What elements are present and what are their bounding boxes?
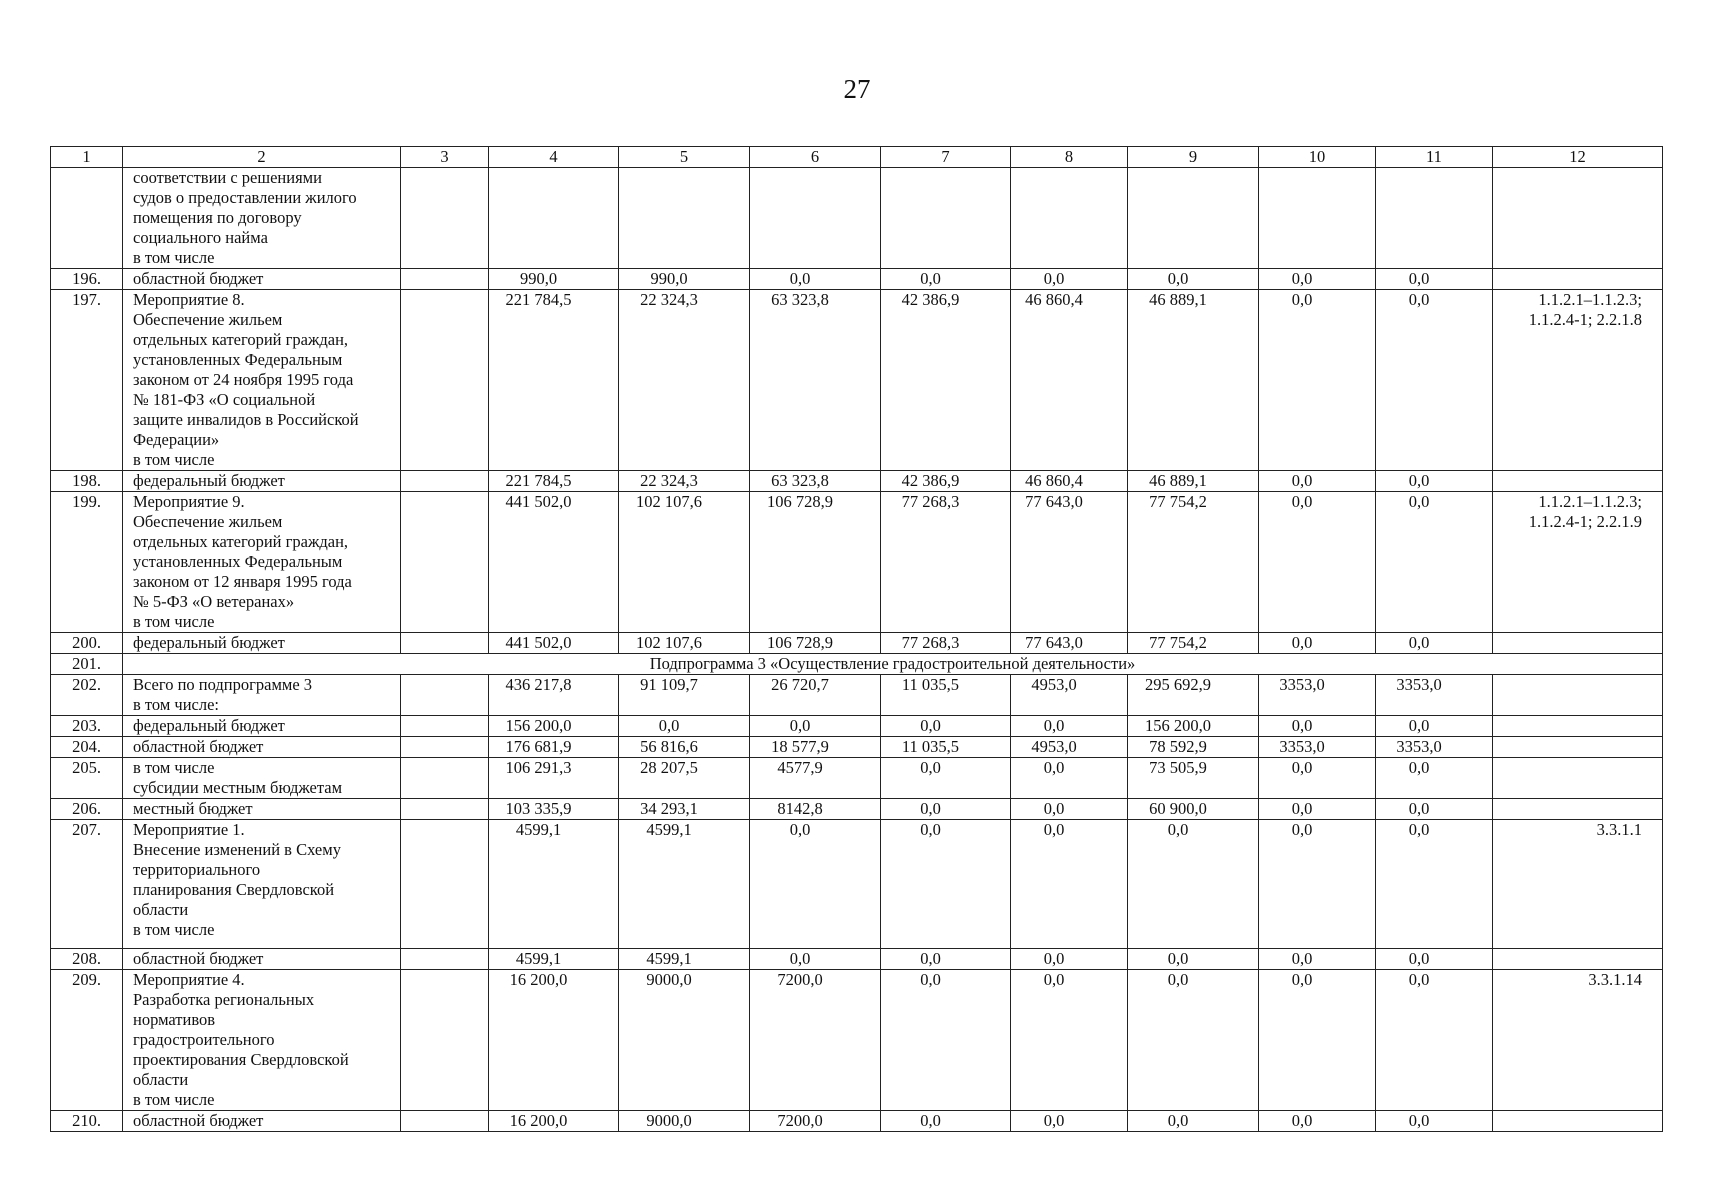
cell-col12 (1493, 949, 1663, 970)
cell-col5: 9000,0 (619, 1111, 750, 1132)
cell-col4: 990,0 (489, 269, 619, 290)
cell-col9: 0,0 (1128, 970, 1259, 1111)
cell-col12 (1493, 471, 1663, 492)
cell-col9 (1128, 168, 1259, 269)
cell-col6: 26 720,7 (750, 675, 881, 716)
table-row (51, 799, 1663, 820)
cell-col11: 0,0 (1376, 1111, 1493, 1132)
row-description: областной бюджет (123, 269, 401, 290)
row-description: Мероприятие 1. Внесение изменений в Схему территориального планирования Свердловской области в том числе (123, 820, 401, 949)
cell-col4: 441 502,0 (489, 492, 619, 633)
cell-col7 (881, 168, 1011, 269)
cell-col8: 77 643,0 (1011, 633, 1128, 654)
cell-col9: 60 900,0 (1128, 799, 1259, 820)
row-number: 210. (51, 1111, 123, 1132)
cell-col5: 102 107,6 (619, 492, 750, 633)
cell-col9: 46 889,1 (1128, 290, 1259, 471)
cell-col4: 103 335,9 (489, 799, 619, 820)
cell-col9: 0,0 (1128, 820, 1259, 949)
cell-col5: 34 293,1 (619, 799, 750, 820)
cell-col8: 0,0 (1011, 970, 1128, 1111)
column-header: 2 (123, 147, 401, 168)
row-description: местный бюджет (123, 799, 401, 820)
cell-col5: 22 324,3 (619, 471, 750, 492)
row-number: 202. (51, 675, 123, 716)
cell-col6: 0,0 (750, 716, 881, 737)
column-header: 9 (1128, 147, 1259, 168)
cell-col9: 77 754,2 (1128, 492, 1259, 633)
cell-col5: 4599,1 (619, 820, 750, 949)
row-number: 209. (51, 970, 123, 1111)
budget-table (50, 146, 1663, 1132)
cell-col5 (619, 168, 750, 269)
cell-col4: 16 200,0 (489, 970, 619, 1111)
row-description: Всего по подпрограмме 3 в том числе: (123, 675, 401, 716)
cell-col12: 1.1.2.1–1.1.2.3; 1.1.2.4-1; 2.2.1.8 (1493, 290, 1663, 471)
cell-col12 (1493, 675, 1663, 716)
cell-col10: 0,0 (1259, 716, 1376, 737)
cell-col7: 0,0 (881, 716, 1011, 737)
cell-col4: 176 681,9 (489, 737, 619, 758)
column-header: 12 (1493, 147, 1663, 168)
row-description: областной бюджет (123, 1111, 401, 1132)
cell-col3 (401, 820, 489, 949)
cell-col9: 73 505,9 (1128, 758, 1259, 799)
cell-col6: 18 577,9 (750, 737, 881, 758)
cell-col11: 0,0 (1376, 758, 1493, 799)
cell-col11: 3353,0 (1376, 675, 1493, 716)
cell-col12 (1493, 633, 1663, 654)
column-header: 1 (51, 147, 123, 168)
row-number: 207. (51, 820, 123, 949)
row-number: 201. (51, 654, 123, 675)
row-number: 206. (51, 799, 123, 820)
cell-col6: 63 323,8 (750, 290, 881, 471)
cell-col8 (1011, 168, 1128, 269)
cell-col5: 102 107,6 (619, 633, 750, 654)
cell-col12 (1493, 716, 1663, 737)
cell-col9: 0,0 (1128, 1111, 1259, 1132)
cell-col6: 106 728,9 (750, 633, 881, 654)
cell-col11: 0,0 (1376, 970, 1493, 1111)
cell-col4: 106 291,3 (489, 758, 619, 799)
cell-col12 (1493, 737, 1663, 758)
row-number: 197. (51, 290, 123, 471)
cell-col12 (1493, 758, 1663, 799)
row-description: федеральный бюджет (123, 716, 401, 737)
cell-col8: 0,0 (1011, 799, 1128, 820)
cell-col7: 0,0 (881, 1111, 1011, 1132)
cell-col6: 0,0 (750, 269, 881, 290)
column-header: 8 (1011, 147, 1128, 168)
cell-col8: 77 643,0 (1011, 492, 1128, 633)
cell-col12: 3.3.1.1 (1493, 820, 1663, 949)
cell-col6: 7200,0 (750, 970, 881, 1111)
cell-col8: 0,0 (1011, 949, 1128, 970)
cell-col8: 4953,0 (1011, 737, 1128, 758)
column-header: 3 (401, 147, 489, 168)
cell-col3 (401, 737, 489, 758)
cell-col6: 4577,9 (750, 758, 881, 799)
row-number: 199. (51, 492, 123, 633)
row-number: 205. (51, 758, 123, 799)
row-description: в том числе субсидии местным бюджетам (123, 758, 401, 799)
cell-col10: 3353,0 (1259, 675, 1376, 716)
cell-col6: 0,0 (750, 820, 881, 949)
cell-col3 (401, 269, 489, 290)
table-row (51, 654, 1663, 675)
cell-col10: 0,0 (1259, 269, 1376, 290)
cell-col11: 0,0 (1376, 799, 1493, 820)
cell-col5: 91 109,7 (619, 675, 750, 716)
cell-col3 (401, 492, 489, 633)
column-header: 10 (1259, 147, 1376, 168)
cell-col11: 0,0 (1376, 633, 1493, 654)
cell-col7: 0,0 (881, 949, 1011, 970)
cell-col6 (750, 168, 881, 269)
cell-col10: 3353,0 (1259, 737, 1376, 758)
table-row (51, 970, 1663, 1111)
row-description: областной бюджет (123, 949, 401, 970)
cell-col3 (401, 716, 489, 737)
cell-col10: 0,0 (1259, 758, 1376, 799)
cell-col4: 441 502,0 (489, 633, 619, 654)
row-description: федеральный бюджет (123, 633, 401, 654)
cell-col7: 77 268,3 (881, 633, 1011, 654)
cell-col12 (1493, 269, 1663, 290)
row-description: Мероприятие 8. Обеспечение жильем отдельных категорий граждан, установленных Федеральным законом от 24 ноября 1995 года № 181-ФЗ «О социальной защите инвалидов в Российской Федерации» в том числе (123, 290, 401, 471)
table-row (51, 758, 1663, 799)
row-description: областной бюджет (123, 737, 401, 758)
cell-col3 (401, 290, 489, 471)
cell-col8: 46 860,4 (1011, 471, 1128, 492)
cell-col5: 0,0 (619, 716, 750, 737)
cell-col9: 295 692,9 (1128, 675, 1259, 716)
cell-col5: 4599,1 (619, 949, 750, 970)
cell-col5: 9000,0 (619, 970, 750, 1111)
cell-col8: 46 860,4 (1011, 290, 1128, 471)
cell-col7: 0,0 (881, 820, 1011, 949)
table-row (51, 492, 1663, 633)
table-row (51, 168, 1663, 269)
cell-col3 (401, 799, 489, 820)
cell-col8: 0,0 (1011, 716, 1128, 737)
budget-table-body (51, 147, 1663, 1132)
cell-col3 (401, 471, 489, 492)
cell-col3 (401, 970, 489, 1111)
cell-col12 (1493, 1111, 1663, 1132)
cell-col7: 11 035,5 (881, 675, 1011, 716)
table-row (51, 820, 1663, 949)
row-number: 203. (51, 716, 123, 737)
cell-col5: 28 207,5 (619, 758, 750, 799)
cell-col7: 77 268,3 (881, 492, 1011, 633)
cell-col8: 0,0 (1011, 758, 1128, 799)
row-number: 204. (51, 737, 123, 758)
row-description: Мероприятие 9. Обеспечение жильем отдельных категорий граждан, установленных Федеральным законом от 12 января 1995 года № 5-ФЗ «О ветеранах» в том числе (123, 492, 401, 633)
cell-col12 (1493, 168, 1663, 269)
cell-col9: 156 200,0 (1128, 716, 1259, 737)
cell-col9: 77 754,2 (1128, 633, 1259, 654)
cell-col7: 0,0 (881, 970, 1011, 1111)
cell-col5: 56 816,6 (619, 737, 750, 758)
cell-col8: 0,0 (1011, 1111, 1128, 1132)
row-description: Мероприятие 4. Разработка региональных нормативов градостроительного проектирования Свердловской области в том числе (123, 970, 401, 1111)
cell-col3 (401, 675, 489, 716)
table-row (51, 290, 1663, 471)
cell-col11: 0,0 (1376, 716, 1493, 737)
column-header: 11 (1376, 147, 1493, 168)
row-number: 200. (51, 633, 123, 654)
cell-col12 (1493, 799, 1663, 820)
column-header: 6 (750, 147, 881, 168)
row-number: 208. (51, 949, 123, 970)
cell-col4: 436 217,8 (489, 675, 619, 716)
row-number: 196. (51, 269, 123, 290)
cell-col9: 0,0 (1128, 949, 1259, 970)
cell-col4 (489, 168, 619, 269)
row-description: федеральный бюджет (123, 471, 401, 492)
table-row (51, 675, 1663, 716)
cell-col6: 63 323,8 (750, 471, 881, 492)
cell-col10: 0,0 (1259, 820, 1376, 949)
cell-col12: 1.1.2.1–1.1.2.3; 1.1.2.4-1; 2.2.1.9 (1493, 492, 1663, 633)
column-header: 7 (881, 147, 1011, 168)
cell-col8: 4953,0 (1011, 675, 1128, 716)
column-header: 4 (489, 147, 619, 168)
cell-col7: 0,0 (881, 269, 1011, 290)
cell-col3 (401, 1111, 489, 1132)
table-row (51, 949, 1663, 970)
table-row (51, 716, 1663, 737)
table-row (51, 633, 1663, 654)
cell-col7: 42 386,9 (881, 290, 1011, 471)
cell-col10: 0,0 (1259, 471, 1376, 492)
cell-col10: 0,0 (1259, 970, 1376, 1111)
cell-col3 (401, 168, 489, 269)
row-number: 198. (51, 471, 123, 492)
cell-col4: 4599,1 (489, 949, 619, 970)
cell-col6: 8142,8 (750, 799, 881, 820)
column-number-row (51, 147, 1663, 168)
cell-col4: 156 200,0 (489, 716, 619, 737)
table-row (51, 1111, 1663, 1132)
cell-col11: 0,0 (1376, 471, 1493, 492)
cell-col11 (1376, 168, 1493, 269)
cell-col6: 0,0 (750, 949, 881, 970)
cell-col10 (1259, 168, 1376, 269)
cell-col7: 42 386,9 (881, 471, 1011, 492)
cell-col3 (401, 949, 489, 970)
cell-col5: 22 324,3 (619, 290, 750, 471)
table-row (51, 269, 1663, 290)
subprogram-title: Подпрограмма 3 «Осуществление градостроительной деятельности» (123, 654, 1663, 675)
cell-col9: 78 592,9 (1128, 737, 1259, 758)
cell-col6: 7200,0 (750, 1111, 881, 1132)
cell-col11: 0,0 (1376, 269, 1493, 290)
cell-col10: 0,0 (1259, 949, 1376, 970)
cell-col4: 16 200,0 (489, 1111, 619, 1132)
cell-col8: 0,0 (1011, 269, 1128, 290)
cell-col7: 11 035,5 (881, 737, 1011, 758)
cell-col5: 990,0 (619, 269, 750, 290)
cell-col11: 0,0 (1376, 820, 1493, 949)
cell-col9: 46 889,1 (1128, 471, 1259, 492)
row-description: соответствии с решениями судов о предоставлении жилого помещения по договору социального найма в том числе (123, 168, 401, 269)
cell-col3 (401, 633, 489, 654)
cell-col4: 4599,1 (489, 820, 619, 949)
cell-col10: 0,0 (1259, 1111, 1376, 1132)
cell-col9: 0,0 (1128, 269, 1259, 290)
page-number: 27 (843, 74, 871, 104)
cell-col3 (401, 758, 489, 799)
table-row (51, 737, 1663, 758)
cell-col7: 0,0 (881, 758, 1011, 799)
cell-col8: 0,0 (1011, 820, 1128, 949)
table-row (51, 471, 1663, 492)
cell-col12: 3.3.1.14 (1493, 970, 1663, 1111)
cell-col6: 106 728,9 (750, 492, 881, 633)
cell-col7: 0,0 (881, 799, 1011, 820)
cell-col11: 3353,0 (1376, 737, 1493, 758)
cell-col10: 0,0 (1259, 633, 1376, 654)
cell-col10: 0,0 (1259, 799, 1376, 820)
cell-col11: 0,0 (1376, 492, 1493, 633)
cell-col4: 221 784,5 (489, 471, 619, 492)
cell-col11: 0,0 (1376, 949, 1493, 970)
column-header: 5 (619, 147, 750, 168)
cell-col10: 0,0 (1259, 290, 1376, 471)
cell-col11: 0,0 (1376, 290, 1493, 471)
cell-col10: 0,0 (1259, 492, 1376, 633)
row-number (51, 168, 123, 269)
cell-col4: 221 784,5 (489, 290, 619, 471)
